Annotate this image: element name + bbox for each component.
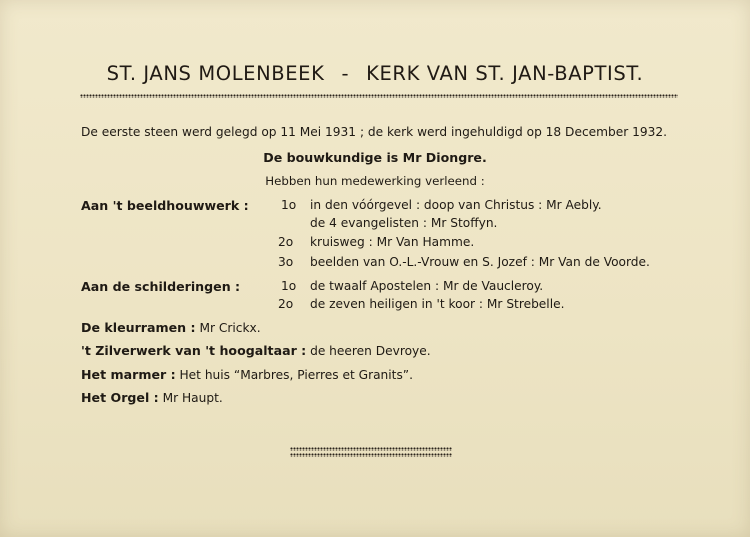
page-title xyxy=(0,62,750,85)
sculpture-num-1: 1o xyxy=(281,198,297,212)
windows-value: Mr Crickx. xyxy=(199,321,261,335)
intro-text: De eerste steen werd gelegd op 11 Mei 1931 ; de kerk werd ingehuldigd op 18 December 1932. xyxy=(81,125,668,139)
marble-label: Het marmer : xyxy=(81,367,176,382)
paintings-num-1: 1o xyxy=(281,279,297,293)
sculpture-item-3: kruisweg : Mr Van Hamme. xyxy=(310,235,475,249)
sculpture-label: Aan 't beeldhouwwerk : xyxy=(81,198,249,213)
paintings-item-2: de zeven heiligen in 't koor : Mr Strebelle. xyxy=(310,297,565,311)
windows-line xyxy=(81,320,261,336)
marble-line xyxy=(81,367,413,383)
sculpture-num-2: 2o xyxy=(278,235,294,249)
paintings-label: Aan de schilderingen : xyxy=(81,279,241,294)
sculpture-item-2: de 4 evangelisten : Mr Stoffyn. xyxy=(310,216,498,230)
organ-label: Het Orgel : xyxy=(81,390,159,405)
title-separator: - xyxy=(341,62,350,85)
dotted-rule-bottom-2 xyxy=(290,453,452,457)
marble-value: Het huis “Marbres, Pierres et Granits”. xyxy=(179,368,413,382)
paintings-num-2: 2o xyxy=(278,297,294,311)
paintings-item-1: de twaalf Apostelen : Mr de Vaucleroy. xyxy=(310,279,544,293)
windows-label: De kleurramen : xyxy=(81,320,196,335)
sculpture-num-3: 3o xyxy=(278,255,294,269)
silver-label: 't Zilverwerk van 't hoogaltaar : xyxy=(81,343,307,358)
organ-value: Mr Haupt. xyxy=(162,391,223,405)
sculpture-item-4: beelden van O.-L.-Vrouw en S. Jozef : Mr Van de Voorde. xyxy=(310,255,650,269)
title-left: ST. JANS MOLENBEEK xyxy=(106,62,325,85)
silver-value: de heeren Devroye. xyxy=(310,344,431,358)
collaboration-line: Hebben hun medewerking verleend : xyxy=(265,174,485,188)
dotted-rule-top xyxy=(80,94,678,98)
organ-line xyxy=(81,390,223,406)
architect-line: De bouwkundige is Mr Diongre. xyxy=(263,150,487,165)
sculpture-item-1: in den vóórgevel : doop van Christus : Mr Aebly. xyxy=(310,198,602,212)
dotted-rule-bottom xyxy=(290,447,452,451)
title-right: KERK VAN ST. JAN-BAPTIST. xyxy=(366,62,644,85)
silver-line xyxy=(81,343,431,359)
